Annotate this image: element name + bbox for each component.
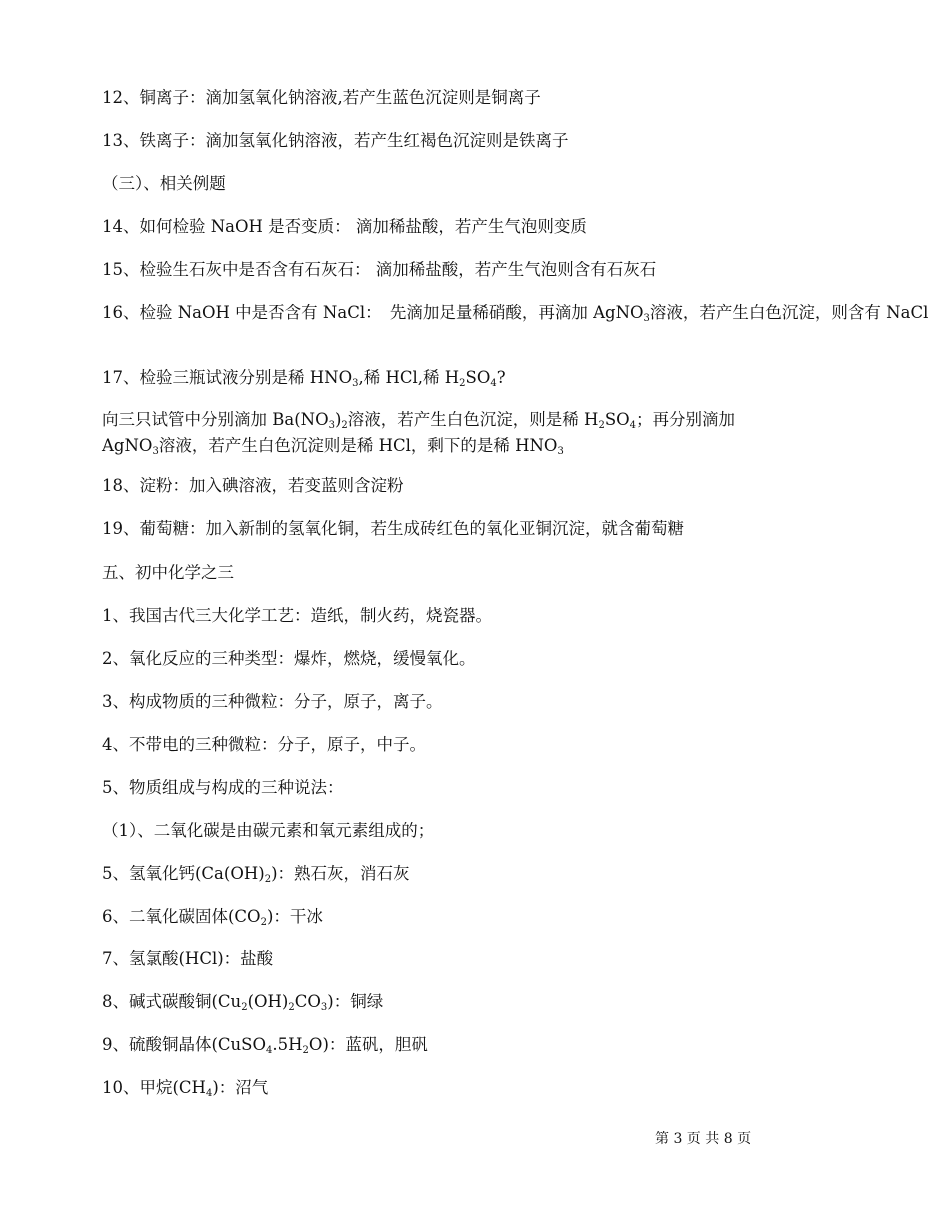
text-line-17-answer: 向三只试管中分别滴加 $Ba(NO_3)_2$溶液，若产生白色沉淀，则是稀 $H_2SO_4$；再分别滴加 AgNO$_3$溶液，若产生白色沉淀则是稀 HCl，剩下的是稀 $HNO_3$	[102, 410, 736, 457]
text-line-18: 18、淀粉：加入碘溶液，若变蓝则含淀粉	[102, 476, 404, 495]
text-line-13: 13、铁离子：滴加氢氧化钠溶液，若产生红褐色沉淀则是铁离子	[102, 131, 569, 150]
text-line-14: 14、如何检验 NaOH 是否变质： 滴加稀盐酸，若产生气泡则变质	[102, 217, 587, 236]
text-line-4: 4、不带电的三种微粒：分子，原子，中子。	[102, 735, 426, 754]
text-line-7: 7、氢氯酸(HCl)：盐酸	[102, 949, 274, 968]
text-line-5-heading: 5、物质组成与构成的三种说法：	[102, 778, 344, 797]
text-line-3: 3、构成物质的三种微粒：分子，原子，离子。	[102, 692, 443, 711]
text-line-9: 9、硫酸铜晶体$(CuSO_4.5H_2O)$：蓝矾，胆矾	[102, 1035, 428, 1056]
text-line-5: 5、氢氧化钙$(Ca(OH)_2)$：熟石灰，消石灰	[102, 864, 410, 885]
text-line-15: 15、检验生石灰中是否含有石灰石： 滴加稀盐酸，若产生气泡则含有石灰石	[102, 260, 657, 279]
text-line-sub-1: （1）、二氧化碳是由碳元素和氧元素组成的；	[102, 821, 435, 840]
text-line-16: 16、检验 NaOH 中是否含有 NaCl： 先滴加足量稀硝酸，再滴加 AgNO$_3$溶液，若产生白色沉淀，则含有 NaCl	[102, 303, 928, 324]
section-heading-five: 五、初中化学之三	[102, 563, 234, 582]
section-heading-examples: （三）、相关例题	[102, 174, 226, 193]
page-number-footer: 第 3 页 共 8 页	[655, 1131, 752, 1147]
text-line-17-question: 17、检验三瓶试液分别是稀 $HNO_3$,稀 HCl,稀 $H_2SO_4$?	[102, 368, 506, 389]
text-line-12: 12、铜离子：滴加氢氧化钠溶液,若产生蓝色沉淀则是铜离子	[102, 88, 541, 107]
text-line-2: 2、氧化反应的三种类型：爆炸，燃烧，缓慢氧化。	[102, 649, 476, 668]
text-line-1: 1、我国古代三大化学工艺：造纸，制火药，烧瓷器。	[102, 606, 492, 625]
text-line-8: 8、碱式碳酸铜$(Cu_2(OH)_2CO_3)$：铜绿	[102, 992, 384, 1013]
text-line-19: 19、葡萄糖：加入新制的氢氧化铜，若生成砖红色的氧化亚铜沉淀，就含葡萄糖	[102, 519, 684, 538]
text-line-10: 10、甲烷$(CH_4)$：沼气	[102, 1078, 269, 1099]
text-line-6: 6、二氧化碳固体$(CO_2)$：干冰	[102, 907, 323, 928]
